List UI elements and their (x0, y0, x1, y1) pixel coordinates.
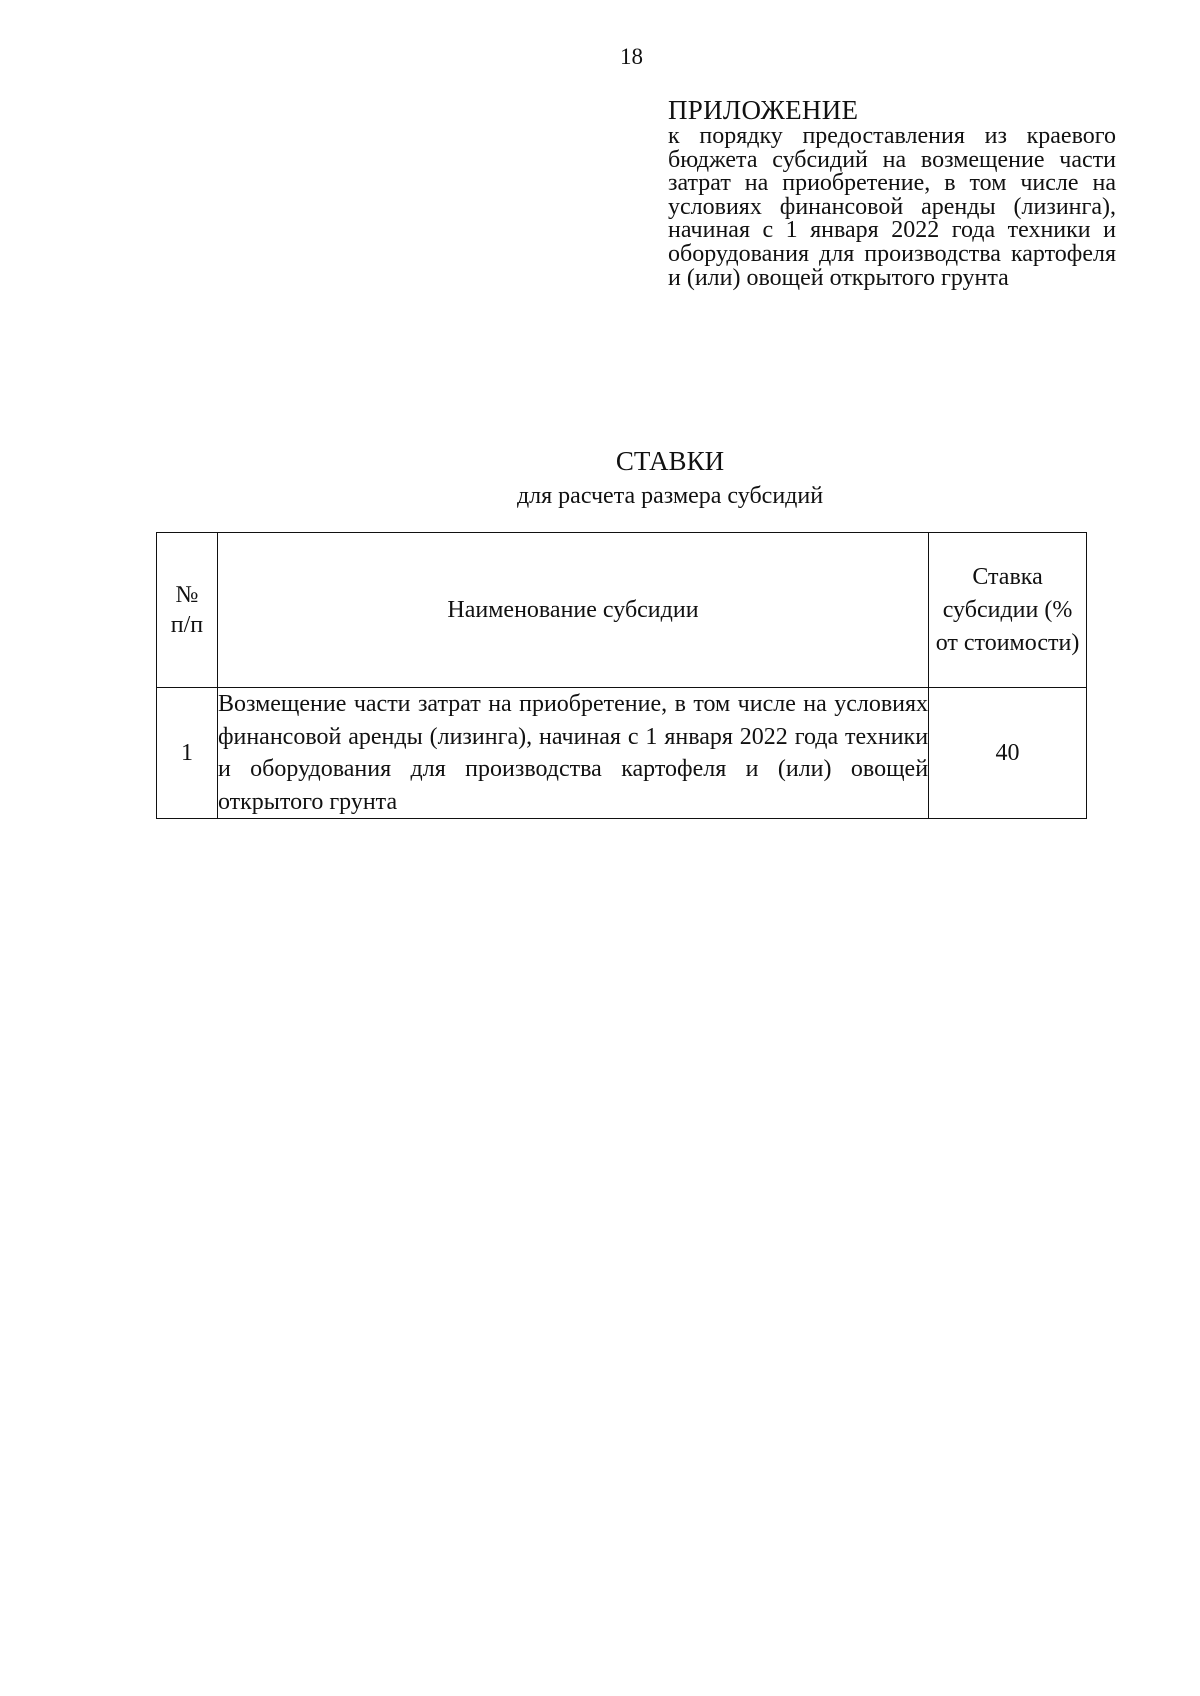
header-number-abbr: п/п (170, 612, 204, 638)
rates-title: СТАВКИ (615, 446, 725, 476)
header-rate: Ставка субсидии (% от стоимости) (929, 533, 1087, 688)
header-number-sign: № (175, 582, 199, 608)
row-rate: 40 (929, 688, 1087, 819)
appendix-text: к порядку предоставления из краевого бюджета субсидий на возмещение части затрат на приобретение, в том числе на условиях финансовой аренды (лизинга), начиная с 1 января 2022 года техники и оборудования для производства картофеля и (или) овощей открытого грунта (668, 123, 1116, 291)
table-row (157, 688, 1087, 819)
table-header-row (157, 533, 1087, 688)
appendix-title: ПРИЛОЖЕНИЕ (668, 95, 859, 125)
header-number (157, 533, 218, 688)
header-name: Наименование субсидии (217, 533, 928, 688)
appendix-block (668, 96, 1116, 290)
rates-table (156, 532, 1087, 819)
row-name: Возмещение части затрат на приобретение, в том числе на условиях финансовой аренды (лизинга), начиная с 1 января 2022 года техники и оборудования для производства картофеля и (или) овощей открытого грунта (217, 688, 928, 819)
row-number: 1 (157, 688, 218, 819)
rates-subtitle: для расчета размера субсидий (516, 483, 824, 509)
page-number: 18 (620, 44, 643, 69)
